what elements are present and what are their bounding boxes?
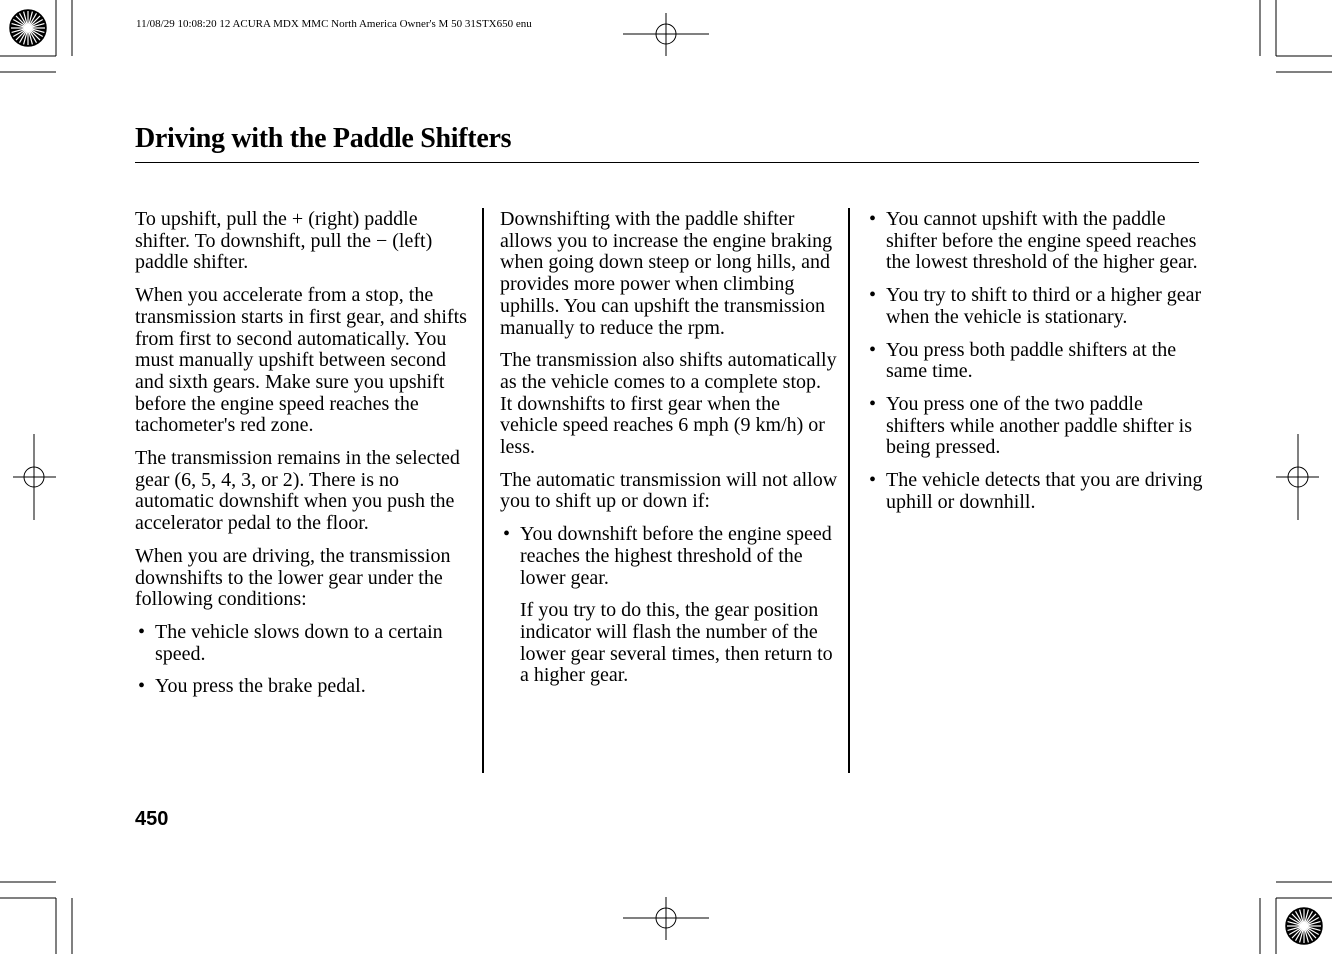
- paragraph-shift-directions: To upshift, pull the + (right) paddle shifter. To downshift, pull the − (left) paddle shifter.: [135, 208, 433, 274]
- paragraph-auto-shift: The transmission also shifts automatically as the vehicle comes to a complete stop. It downshifts to first gear when the vehicle speed reaches 6 mph (9 km/h) or less.: [500, 349, 837, 459]
- registration-mark-bottom: [623, 897, 709, 940]
- column-1: [135, 209, 475, 709]
- color-target-bottom-right: [1286, 908, 1322, 944]
- bullet-icon: •: [138, 675, 146, 698]
- list-item: [500, 524, 838, 589]
- paragraph-flash-note: If you try to do this, the gear position indicator will flash the number of the lower gear several times, then return to a higher gear.: [520, 599, 833, 687]
- list-item-text: You press one of the two paddle shifters while another paddle shifter is being pressed.: [886, 392, 1193, 459]
- list-item: [866, 394, 1206, 459]
- paragraph-gear-hold: The transmission remains in the selected gear (6, 5, 4, 3, or 2). There is no automatic downshift when you push the accelerator pedal to the floor.: [135, 447, 460, 535]
- bullet-icon: •: [138, 620, 146, 643]
- list-item: [866, 470, 1206, 513]
- color-target-top-left: [10, 10, 46, 46]
- paragraph-downshifting: Downshifting with the paddle shifter allows you to increase the engine braking when going down steep or long hills, and provides more power when climbing uphills. You can upshift the transmission manually to reduce the rpm.: [500, 208, 833, 339]
- bullet-icon: •: [869, 284, 877, 307]
- column-2: [500, 209, 838, 698]
- list-item-text: You press the brake pedal.: [155, 675, 366, 698]
- list-item-text: You try to shift to third or a higher gear when the vehicle is stationary.: [886, 284, 1202, 328]
- registration-mark-left: [13, 434, 56, 520]
- list-item-text: You press both paddle shifters at the same time.: [886, 338, 1177, 383]
- list-item: [866, 285, 1206, 328]
- list-item: [135, 676, 475, 698]
- registration-mark-right: [1276, 434, 1319, 520]
- bullet-icon: •: [869, 469, 877, 492]
- print-slug: 11/08/29 10:08:20 12 ACURA MDX MMC North America Owner's M 50 31STX650 enu: [136, 18, 532, 30]
- list-item-text: The vehicle slows down to a certain speed.: [155, 620, 443, 665]
- registration-mark-top: [623, 13, 709, 56]
- title-rule: [135, 162, 1199, 163]
- list-item-text: The vehicle detects that you are driving uphill or downhill.: [886, 469, 1203, 513]
- bullet-icon: •: [503, 523, 511, 546]
- column-3: [866, 209, 1206, 524]
- list-item: [866, 340, 1206, 383]
- list-item: [135, 622, 475, 665]
- bullet-icon: •: [869, 392, 877, 415]
- paragraph-accelerate: When you accelerate from a stop, the transmission starts in first gear, and shifts from first to second automatically. You must manually upshift between second and sixth gears. Make sure you upshift before the engine speed reaches the tachometer's red zone.: [135, 284, 467, 437]
- paragraph-downshift-conditions: When you are driving, the transmission downshifts to the lower gear under the following conditions:: [135, 544, 451, 611]
- bullet-icon: •: [869, 208, 877, 230]
- bullet-icon: •: [869, 338, 877, 361]
- list-item-text: You cannot upshift with the paddle shifter before the engine speed reaches the lowest threshold of the higher gear.: [886, 208, 1198, 274]
- page-title: Driving with the Paddle Shifters: [135, 123, 512, 154]
- column-divider: [482, 208, 484, 773]
- list-item: [866, 209, 1206, 274]
- page-number: 450: [135, 808, 169, 830]
- list-item-text: You downshift before the engine speed reaches the highest threshold of the lower gear.: [520, 523, 832, 589]
- column-divider: [848, 208, 850, 773]
- paragraph-restrictions: The automatic transmission will not allow you to shift up or down if:: [500, 468, 838, 513]
